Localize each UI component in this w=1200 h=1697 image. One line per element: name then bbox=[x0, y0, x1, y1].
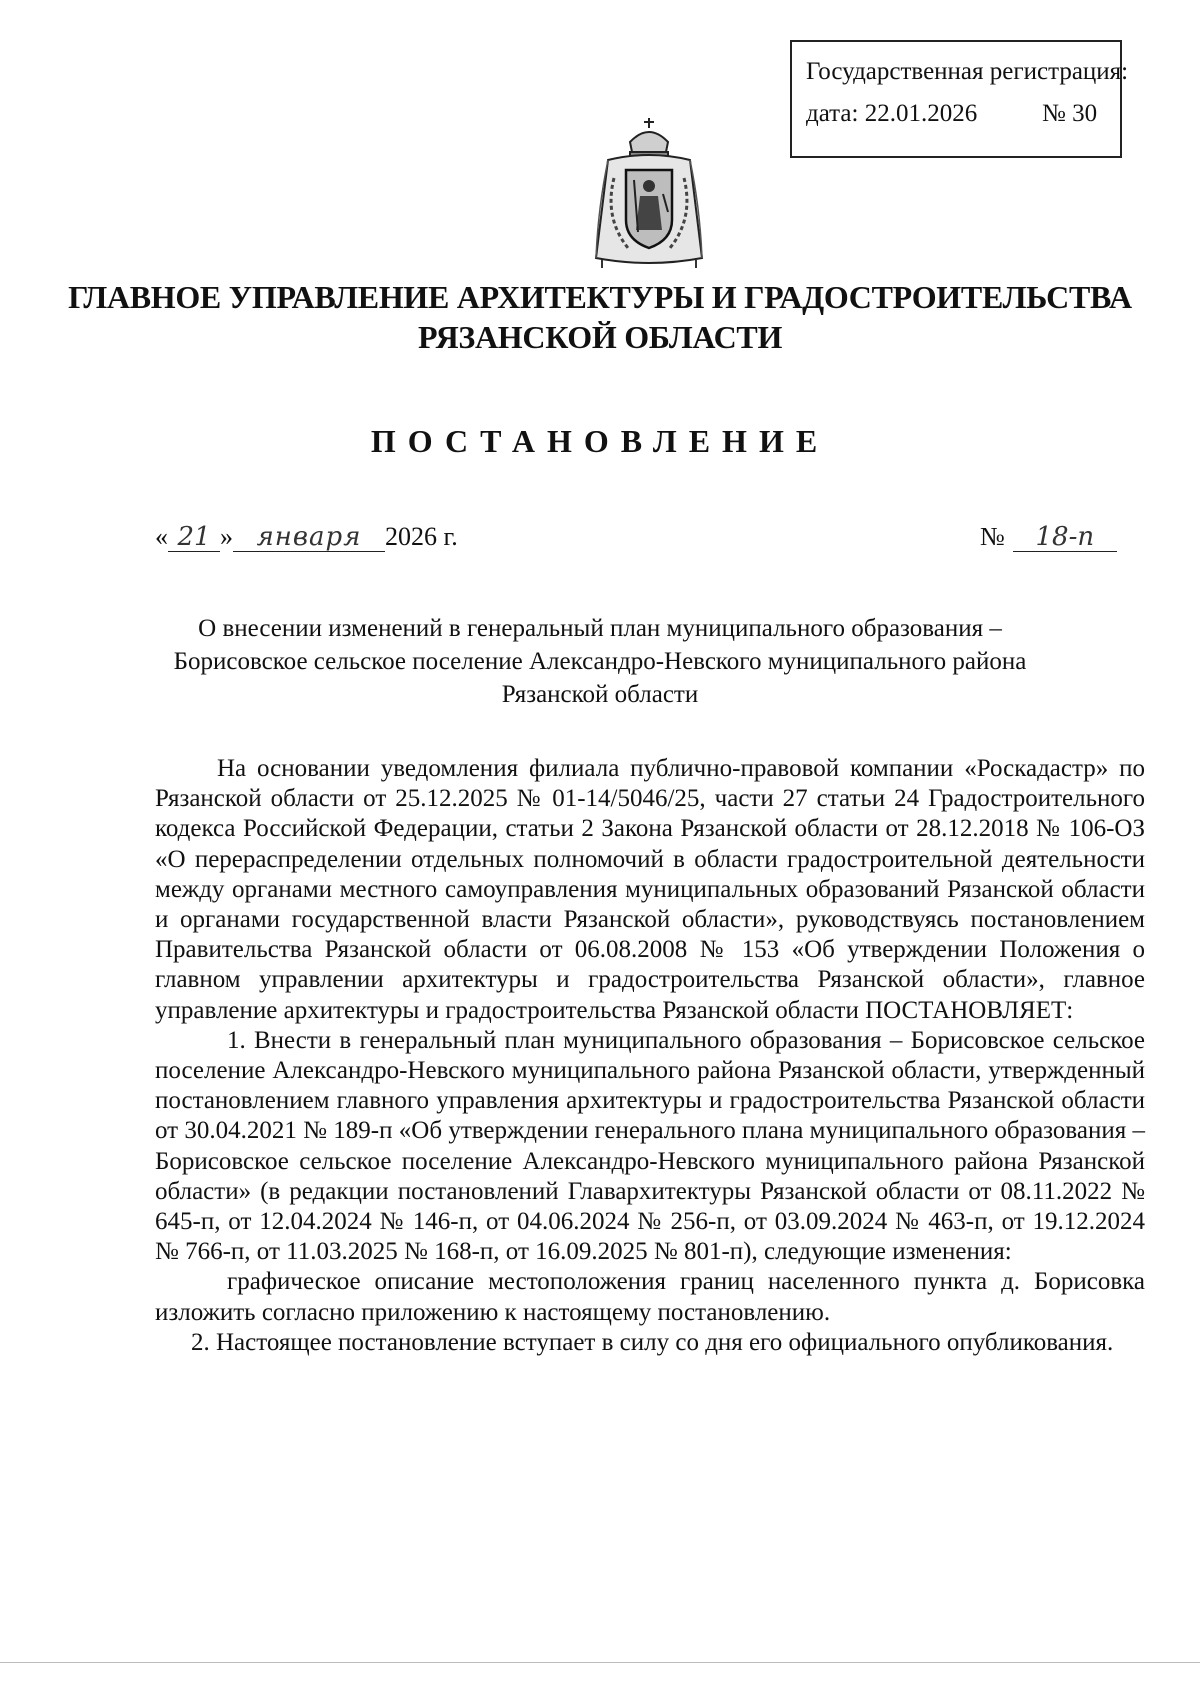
registration-date-row bbox=[806, 100, 1120, 128]
document-subject bbox=[0, 612, 1200, 711]
registration-stamp bbox=[790, 40, 1129, 158]
item-2-paragraph: 2. Настоящее постановление вступает в силу со дня его официального опубликования. bbox=[191, 1328, 1114, 1356]
number-value: 18-п bbox=[1013, 523, 1117, 552]
registration-title: Государственная регистрация: bbox=[806, 58, 1129, 85]
date-day: 21 bbox=[168, 523, 220, 552]
preamble-paragraph: На основании уведомления филиала публично-правовой компании «Роскадастр» по Рязанской области от 25.12.2025 № 01-14/5046/25, части 27 статьи 24 Градостроительного кодекса Российской Федерации, статьи 2 Закона Рязанской области от 28.12.2018 № 106-ОЗ «О перераспределении отдельных полномочий в области градостроительной деятельности между органами местного самоуправления муниципальных образований Рязанской области и органами государственной власти Рязанской области», руководствуясь постановлением Правительства Рязанской области от 06.08.2008 № 153 «Об утверждении Положения о главном управлении архитектуры и градостроительства Рязанской области», главное управление архитектуры и градостроительства Рязанской области ПОСТАНОВЛЯЕТ: bbox=[155, 755, 1145, 1024]
number-sign: № bbox=[980, 522, 1005, 551]
registration-number: № 30 bbox=[1042, 100, 1098, 127]
document-body bbox=[155, 754, 1145, 1358]
org-title-line2: РЯЗАНСКОЙ ОБЛАСТИ bbox=[417, 319, 783, 355]
item-1-paragraph: 1. Внести в генеральный план муниципального образования – Борисовское сельское поселение Александро-Невского муниципального района Рязанской области, утвержденный постановлением главного управления архитектуры и градостроительства Рязанской области от 30.04.2021 № 189-п «Об утверждении генерального плана муниципального образования – Борисовское сельское поселение Александро-Невского муниципального района Рязанской области» (в редакции постановлений Главархитектуры Рязанской области от 08.11.2022 № 645-п, от 12.04.2024 № 146-п, от 04.06.2024 № 256-п, от 03.09.2024 № 463-п, от 19.12.2024 № 766-п, от 11.03.2025 № 168-п, от 16.09.2025 № 801-п), следующие изменения: bbox=[155, 1026, 1145, 1266]
document-date bbox=[155, 522, 458, 552]
date-close-quote: » bbox=[220, 522, 233, 551]
subject-line1: О внесении изменений в генеральный план муниципального образования – bbox=[198, 615, 1002, 642]
coat-of-arms-icon bbox=[568, 108, 730, 270]
subject-line2: Борисовское сельское поселение Александро-Невского муниципального района bbox=[173, 648, 1027, 675]
document-type-title: ПОСТАНОВЛЕНИЕ bbox=[370, 423, 830, 459]
document-number bbox=[980, 522, 1117, 552]
registration-date: дата: 22.01.2026 bbox=[806, 100, 978, 127]
date-open-quote: « bbox=[155, 522, 168, 551]
date-year: 2026 г. bbox=[385, 522, 458, 551]
org-title-line1: ГЛАВНОЕ УПРАВЛЕНИЕ АРХИТЕКТУРЫ И ГРАДОСТРОИТЕЛЬСТВА bbox=[68, 279, 1132, 315]
item-1-sub-paragraph: графическое описание местоположения границ населенного пункта д. Борисовка изложить согласно приложению к настоящему постановлению. bbox=[155, 1268, 1145, 1326]
subject-line3: Рязанской области bbox=[501, 681, 699, 708]
date-month: января bbox=[233, 523, 385, 552]
page-bottom-rule bbox=[0, 1662, 1200, 1663]
